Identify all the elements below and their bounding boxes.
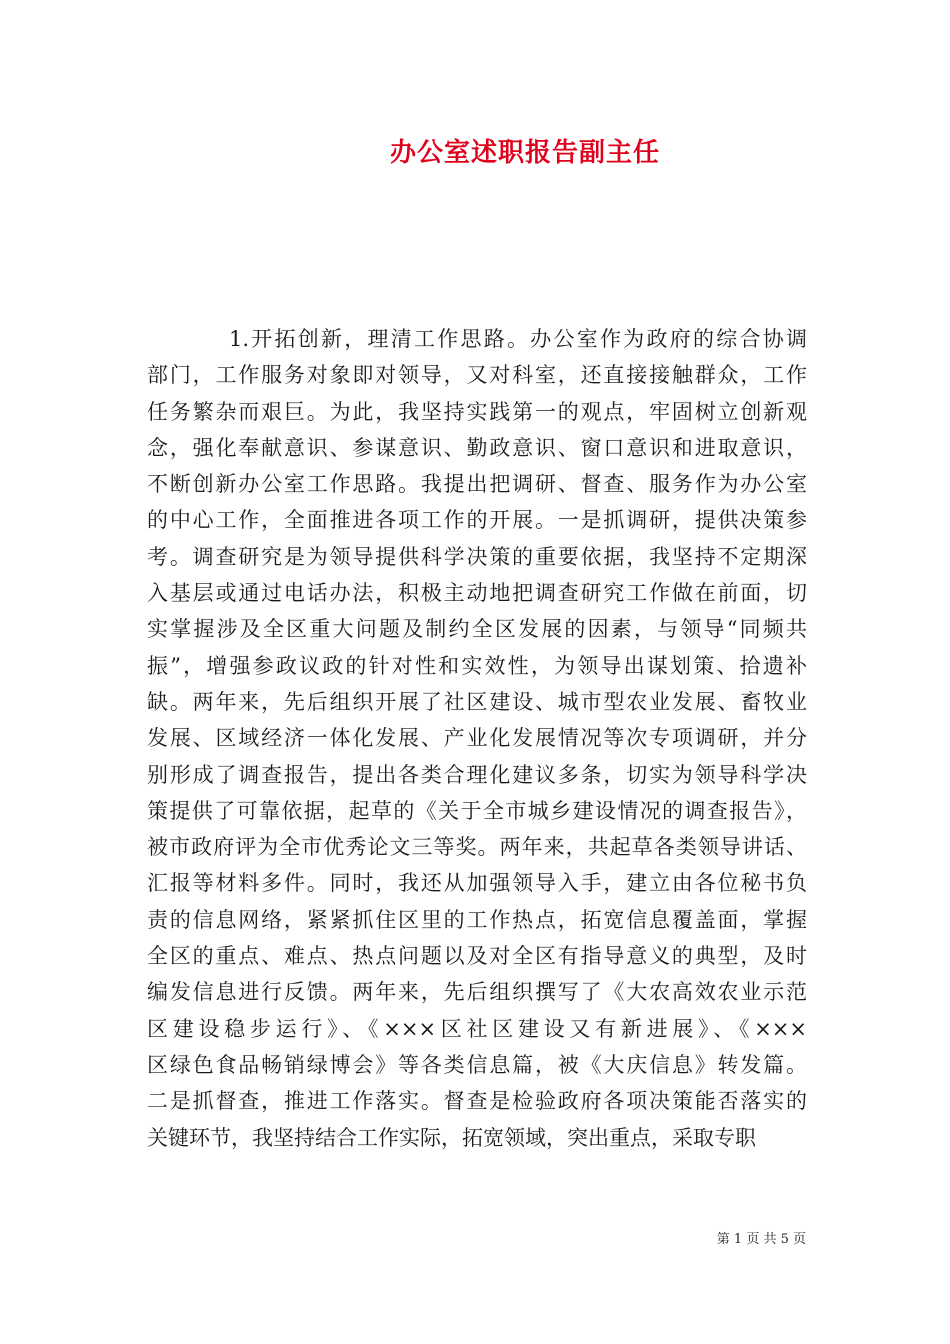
body-text-line: 的中心工作，全面推进各项工作的开展。一是抓调研，提供决策参 bbox=[147, 508, 807, 533]
body-text-line: 别形成了调查报告，提出各类合理化建议多条，切实为领导科学决 bbox=[147, 762, 807, 787]
page-number-footer: 第 1 页 共 5 页 bbox=[716, 1232, 806, 1247]
body-text-line: 考。调查研究是为领导提供科学决策的重要依据，我坚持不定期深 bbox=[147, 544, 807, 569]
body-text-line: 全区的重点、难点、热点问题以及对全区有指导意义的典型，及时 bbox=[147, 944, 807, 969]
body-text-line: 振”，增强参政议政的针对性和实效性，为领导出谋划策、拾遗补 bbox=[147, 653, 807, 678]
body-text-line: 区建设稳步运行》、《×××区社区建设又有新进展》、《××× bbox=[147, 1016, 807, 1041]
body-text-line: 汇报等材料多件。同时，我还从加强领导入手，建立由各位秘书负 bbox=[147, 871, 807, 896]
body-text-line: 策提供了可靠依据，起草的《关于全市城乡建设情况的调查报告》， bbox=[147, 798, 807, 823]
document-body bbox=[147, 321, 807, 1156]
body-text-line: 不断创新办公室工作思路。我提出把调研、督查、服务作为办公室 bbox=[147, 472, 807, 497]
body-text-line: 被市政府评为全市优秀论文三等奖。两年来，共起草各类领导讲话、 bbox=[147, 835, 807, 860]
body-text-line: 1.开拓创新，理清工作思路。办公室作为政府的综合协调 bbox=[229, 327, 807, 351]
body-text-line: 关键环节，我坚持结合工作实际，拓宽领域，突出重点，采取专职 bbox=[147, 1125, 756, 1150]
body-text-line: 区绿色食品畅销绿博会》等各类信息篇，被《大庆信息》转发篇。 bbox=[147, 1052, 807, 1077]
body-text-line: 任务繁杂而艰巨。为此，我坚持实践第一的观点，牢固树立创新观 bbox=[147, 399, 807, 424]
body-text-line: 缺。两年来，先后组织开展了社区建设、城市型农业发展、畜牧业 bbox=[147, 689, 807, 714]
body-text-line: 部门，工作服务对象即对领导，又对科室，还直接接触群众，工作 bbox=[147, 363, 807, 388]
body-text-line: 念，强化奉献意识、参谋意识、勤政意识、窗口意识和进取意识， bbox=[147, 435, 807, 460]
body-text-line: 实掌握涉及全区重大问题及制约全区发展的因素，与领导“同频共 bbox=[147, 617, 807, 642]
body-text-line: 编发信息进行反馈。两年来，先后组织撰写了《大农高效农业示范 bbox=[147, 980, 807, 1005]
body-text-line: 责的信息网络，紧紧抓住区里的工作热点，拓宽信息覆盖面，掌握 bbox=[147, 907, 807, 932]
document-title: 办公室述职报告副主任 bbox=[389, 138, 660, 168]
body-text-line: 二是抓督查，推进工作落实。督查是检验政府各项决策能否落实的 bbox=[147, 1089, 807, 1114]
body-text-line: 发展、区域经济一体化发展、产业化发展情况等次专项调研，并分 bbox=[147, 726, 807, 751]
body-text-line: 入基层或通过电话办法，积极主动地把调查研究工作做在前面，切 bbox=[147, 581, 807, 606]
